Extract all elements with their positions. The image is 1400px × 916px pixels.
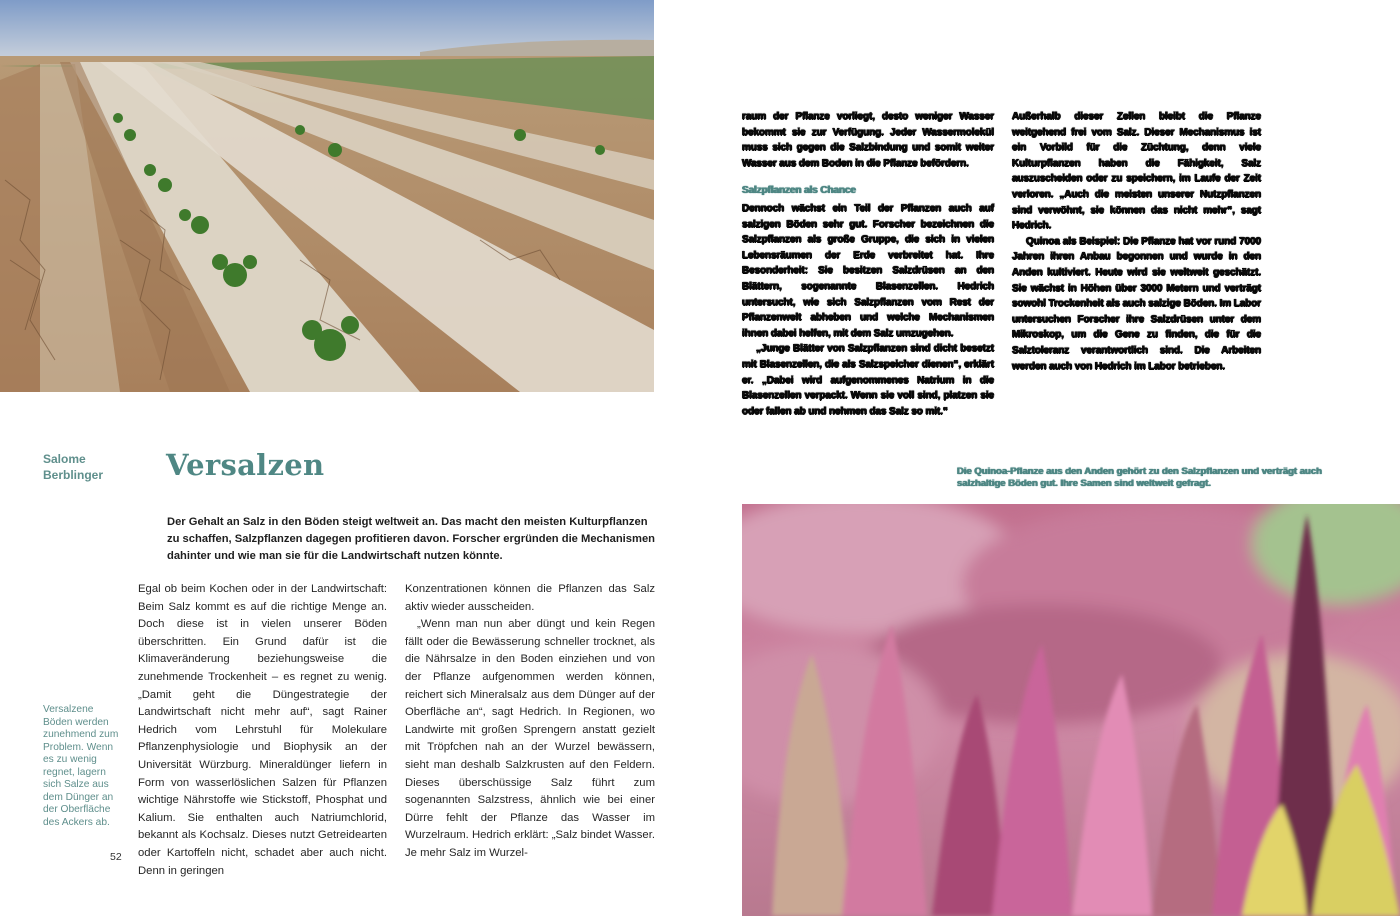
article-title: Versalzen [166, 448, 325, 482]
author-first-name: Salome [43, 452, 86, 466]
author-last-name: Berblinger [43, 468, 104, 482]
flower-photo-caption: Die Quinoa-Pflanze aus den Anden gehört zu den Salzpflanzen und verträgt auch salzhaltige Böden gut. Ihre Samen sind weltweit gefragt. [957, 466, 1322, 489]
body-column-left [138, 581, 387, 880]
body-paragraph: „Wenn man nun aber düngt und kein Regen fällt oder die Bewässerung schneller trocknet, als die Nährsalze in den Boden einziehen und von der Pflanze aufgenommen werden können, reichert sich Mineralsalz aus dem Dünger auf der Oberfläche an“, sagt Hedrich. In Regionen, wo Landwirte mit großen Sprengern anstatt gezielt mit Tröpfchen nah an der Wurzel bewässern, sieht man deshalb Salzkrusten auf den Feldern. Dieses überschüssige Salz führt zum sogenannten Salzstress, ähnlich wie bei einer Dürre fehlt der Pflanze das Wasser im Wurzelraum. Hedrich erklärt: „Salz bindet Wasser. Je mehr Salz im Wurzel- [405, 618, 655, 859]
body-paragraph: Außerhalb dieser Zellen bleibt die Pflanze weitgehend frei vom Salz. Dieser Mechanismus ist ein Vorbild für die Züchtung, denn viele Kulturpflanzen haben die Fähigkeit, Salz auszuscheiden oder zu speichern, im Laufe der Zeit verloren. „Auch die meisten unserer Nutzpflanzen sind verwöhnt, sie können das nicht mehr“, sagt Hedrich. [1012, 111, 1261, 232]
quinoa-flowers-photo [742, 504, 1400, 916]
article-lead: Der Gehalt an Salz in den Böden steigt weltweit an. Das macht den meisten Kulturpflanzen zu schaffen, Salzpflanzen dagegen profitieren davon. Forscher ergründen die Mechanismen dahinter und wie man sie für die Landwirtschaft nutzen könnte. [167, 516, 655, 562]
author-name [43, 451, 103, 483]
body-column-right [405, 581, 655, 863]
body-paragraph: Quinoa als Beispiel: Die Pflanze hat vor rund 7000 Jahren ihren Anbau begonnen und wurde in den Anden kultiviert. Heute wird sie weltweit geschätzt. Sie wächst in Höhen über 3000 Metern und verträgt sowohl Trockenheit als auch salzige Böden. Im Labor untersuchen Forscher ihre Salzdrüsen unter dem Mikroskop, um die Gene zu finden, die für die Salztoleranz verantwortlich sind. Die Arbeiten werden auch von Hedrich im Labor betrieben. [1012, 235, 1261, 372]
field-photo-caption: Versalzene Böden werden zunehmend zum Problem. Wenn es zu wenig regnet, lagern sich Salze aus dem Dünger an der Oberfläche des Ackers ab. [43, 704, 119, 828]
page-number: 52 [110, 851, 122, 863]
body-paragraph: Egal ob beim Kochen oder in der Landwirtschaft: Beim Salz kommt es auf die richtige Menge an. Doch diese ist in vielen unserer Böden überschritten. Ein Grund dafür ist die Klimaveränderung beziehungsweise die zunehmende Trockenheit – es regnet zu wenig. „Damit geht die Düngestrategie der Landwirtschaft nicht mehr auf“, sagt Rainer Hedrich vom Lehrstuhl für Molekulare Pflanzenphysiologie und Biophysik an der Universität Würzburg. Mineraldünger liefern in Form von wasserlöslichen Salzen für Pflanzen wichtige Nährstoffe wie Stickstoff, Phosphat und Kalium. Sie enthalten auch Natriumchlorid, bekannt als Kochsalz. Dieses nutzt Getreidearten oder Kartoffeln nicht, schadet aber auch nicht. Denn in geringen [138, 583, 387, 877]
body-paragraph: Konzentrationen können die Pflanzen das Salz aktiv wieder ausscheiden. [405, 583, 655, 613]
body-paragraph: „Junge Blätter von Salzpflanzen sind dicht besetzt mit Blasenzellen, die als Salzspeicher dienen“, erklärt er. „Dabei wird aufgenommenes Natrium in die Blasenzellen verpackt. Wenn sie voll sind, platzen sie oder fallen ab und nehmen das Salz so mit.“ [742, 343, 994, 417]
salt-field-photo [0, 0, 654, 392]
right-body-column-left [742, 109, 994, 419]
body-paragraph: Dennoch wächst ein Teil der Pflanzen auch auf salzigen Böden sehr gut. Forscher bezeichnen die Salzpflanzen als große Gruppe, die sich in vielen Lebensräumen der Erde verbreitet hat. Ihre Besonderheit: Sie besitzen Salzdrüsen an den Blättern, sogenannte Blasenzellen. Hedrich untersucht, wie sich Salzpflanzen vom Rest der Pflanzenwelt abheben und welche Mechanismen ihnen dabei helfen, mit dem Salz umzugehen. [742, 202, 994, 339]
section-subheading: Salzpflanzen als Chance [742, 185, 856, 197]
right-body-column-right [1012, 109, 1261, 374]
body-paragraph: raum der Pflanze vorliegt, desto weniger Wasser bekommt sie zur Verfügung. Jeder Wassermolekül muss sich gegen die Salzbindung und somit weiter Wasser aus dem Boden in die Pflanze befördern. [742, 111, 994, 169]
